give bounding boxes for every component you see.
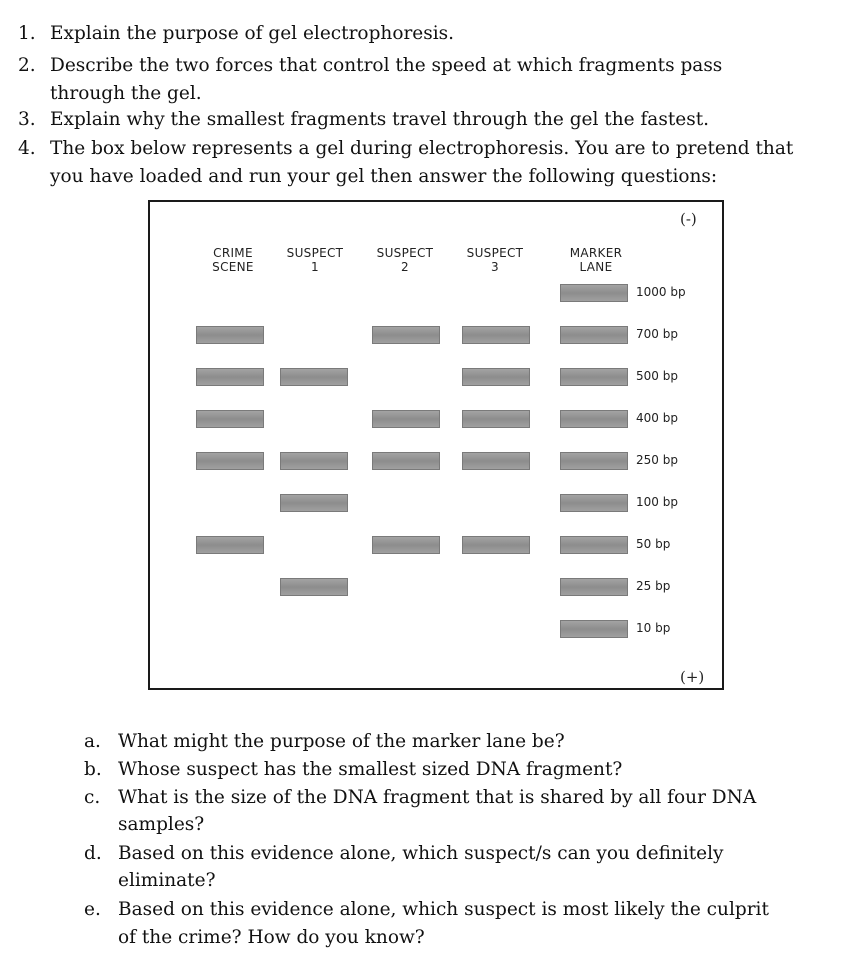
lane-header-line1: SUSPECT [466,246,524,260]
lane-header-line2: 1 [311,260,319,274]
question-text: Explain why the smallest fragments travel through the gel the fastest. [50,109,710,130]
gel-band [280,578,348,596]
marker-size-label: 25 bp [636,579,671,593]
lane-header-line2: 3 [491,260,499,274]
lane-header-marker-lane [560,246,632,274]
question-number: 3. [18,109,36,130]
question-text: Explain the purpose of gel electrophoresis. [50,23,455,44]
gel-band [462,410,530,428]
subquestion-text: Based on this evidence alone, which suspect is most likely the culprit [118,899,769,920]
marker-size-label: 10 bp [636,621,671,635]
lane-header-line1: SUSPECT [376,246,434,260]
gel-band [560,578,628,596]
marker-size-label: 400 bp [636,411,678,425]
gel-band [462,368,530,386]
gel-band [462,326,530,344]
gel-band [560,368,628,386]
marker-size-label: 500 bp [636,369,678,383]
lane-header-crime-scene [198,246,268,274]
lane-header-line1: SUSPECT [286,246,344,260]
gel-band [196,326,264,344]
subquestion-text: Whose suspect has the smallest sized DNA fragment? [118,759,623,780]
gel-band [462,452,530,470]
gel-band [560,452,628,470]
gel-diagram [148,200,724,690]
marker-size-label: 1000 bp [636,285,686,299]
gel-band [560,536,628,554]
gel-band [372,452,440,470]
question-number: 2. [18,55,36,76]
subquestion-letter: b. [84,759,102,780]
gel-band [372,326,440,344]
gel-band [462,536,530,554]
question-text: The box below represents a gel during electrophoresis. You are to pretend that [50,138,794,159]
lane-header-line2: SCENE [212,260,254,274]
marker-size-label: 50 bp [636,537,671,551]
question-number: 4. [18,138,36,159]
question-text: through the gel. [50,83,202,104]
gel-band [196,452,264,470]
gel-band [560,494,628,512]
gel-band [372,536,440,554]
subquestion-text: What might the purpose of the marker lane be? [118,731,565,752]
gel-band [560,284,628,302]
question-number: 1. [18,23,36,44]
question-text: Describe the two forces that control the speed at which fragments pass [50,55,723,76]
gel-band [560,620,628,638]
subquestion-letter: e. [84,899,101,920]
gel-band [280,452,348,470]
lane-header-line1: CRIME [213,246,253,260]
lane-header-suspect-1 [280,246,350,274]
gel-band [280,494,348,512]
negative-pole-label: (-) [680,210,697,228]
gel-band [196,368,264,386]
subquestion-text: samples? [118,814,205,835]
gel-band [196,410,264,428]
lane-header-line2: 2 [401,260,409,274]
gel-band [560,326,628,344]
gel-band [560,410,628,428]
subquestion-text: Based on this evidence alone, which suspect/s can you definitely [118,843,724,864]
subquestion-letter: d. [84,843,102,864]
lane-header-line2: LANE [579,260,613,274]
gel-band [372,410,440,428]
subquestion-letter: a. [84,731,101,752]
positive-pole-label: (+) [680,668,705,686]
subquestion-text: of the crime? How do you know? [118,927,425,948]
gel-band [280,368,348,386]
gel-band [196,536,264,554]
marker-size-label: 100 bp [636,495,678,509]
marker-size-label: 250 bp [636,453,678,467]
subquestion-text: eliminate? [118,870,216,891]
marker-size-label: 700 bp [636,327,678,341]
lane-header-line1: MARKER [569,246,623,260]
subquestion-text: What is the size of the DNA fragment that is shared by all four DNA [118,787,757,808]
subquestion-letter: c. [84,787,101,808]
lane-header-suspect-3 [460,246,530,274]
question-text: you have loaded and run your gel then answer the following questions: [50,166,718,187]
lane-header-suspect-2 [370,246,440,274]
